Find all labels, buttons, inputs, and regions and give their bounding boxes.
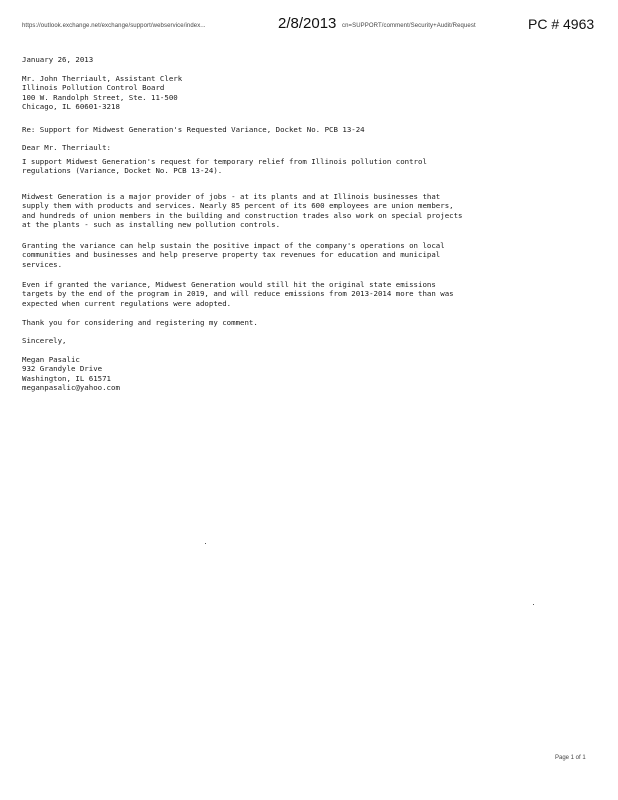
- paragraph-5: [22, 318, 258, 327]
- address-line: 100 W. Randolph Street, Ste. 11-500: [22, 92, 178, 102]
- pc-number: PC # 4963: [528, 16, 595, 32]
- closing: Sincerely,: [22, 336, 67, 345]
- paragraph-4: [22, 280, 454, 308]
- paragraph-2: [22, 192, 463, 230]
- letter-date: January 26, 2013: [22, 55, 94, 64]
- re-line: Re: Support for Midwest Generation's Requested Variance, Docket No. PCB 13-24: [22, 125, 365, 134]
- paragraph-line: communities and businesses and help preserve property tax revenues for education and municipal: [22, 250, 441, 260]
- paragraph-line: supply them with products and services. Nearly 85 percent of its 600 employees are union members,: [22, 201, 454, 211]
- paragraph-line: and hundreds of union members in the building and construction trades also work on special projects: [22, 210, 463, 220]
- paragraph-3: [22, 241, 445, 269]
- header-url-left: https://outlook.exchange.net/exchange/support/webservice/index...: [22, 23, 206, 29]
- address-line: Chicago, IL 60601-3218: [22, 102, 120, 112]
- paragraph-line: expected when current regulations were adopted.: [22, 298, 232, 308]
- signature-email: meganpasalic@yahoo.com: [22, 383, 120, 393]
- scan-speck: [533, 604, 534, 605]
- signature-name: Megan Pasalic: [22, 355, 80, 364]
- paragraph-line: services.: [22, 259, 63, 269]
- paragraph-line: regulations (Variance, Docket No. PCB 13-24).: [22, 166, 223, 176]
- header-url-right: cn=SUPPORT/comment/Security+Audit/Request: [342, 23, 476, 29]
- signature-block: [22, 355, 120, 393]
- paragraph-line: Even if granted the variance, Midwest Generation would still hit the original state emissions: [22, 280, 436, 289]
- signature-street: 932 Grandyle Drive: [22, 364, 103, 374]
- paragraph-line: Thank you for considering and registering my comment.: [22, 318, 258, 327]
- address-line: Mr. John Therriault, Assistant Clerk: [22, 74, 183, 83]
- salutation: Dear Mr. Therriault:: [22, 143, 111, 152]
- recipient-address: [22, 74, 182, 112]
- paragraph-line: at the plants - such as installing new pollution controls.: [22, 220, 281, 230]
- address-line: Illinois Pollution Control Board: [22, 83, 165, 93]
- paragraph-1: [22, 157, 427, 176]
- paragraph-line: I support Midwest Generation's request for temporary relief from Illinois pollution control: [22, 157, 427, 166]
- scan-speck: [205, 543, 206, 544]
- signature-city: Washington, IL 61571: [22, 373, 111, 383]
- paragraph-line: Midwest Generation is a major provider of jobs - at its plants and at Illinois businesses that: [22, 192, 441, 201]
- paragraph-line: targets by the end of the program in 2019, and will reduce emissions from 2013-2014 more than was: [22, 289, 454, 299]
- page-number: Page 1 of 1: [555, 755, 586, 761]
- paragraph-line: Granting the variance can help sustain the positive impact of the company's operations on local: [22, 241, 445, 250]
- header-date: 2/8/2013: [278, 15, 337, 32]
